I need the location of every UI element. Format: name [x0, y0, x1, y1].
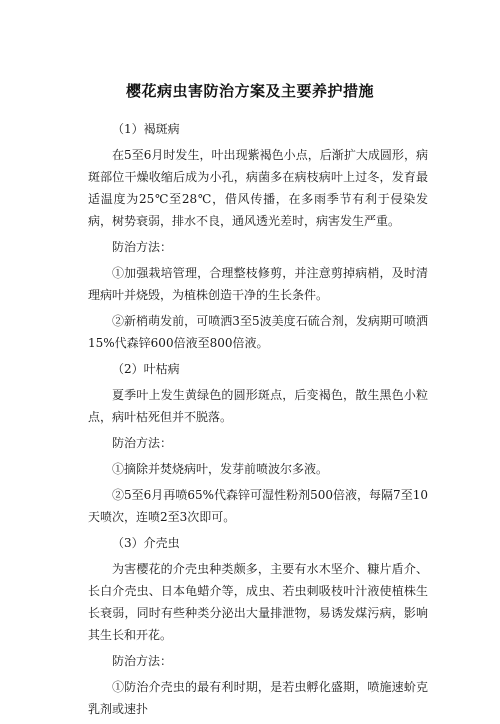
paragraph: ①防治介壳虫的最有利时期，是若虫孵化盛期，喷施速蚧克乳剂或速扑: [88, 680, 428, 716]
paragraph: 防治方法：: [112, 240, 173, 254]
paragraph: 防治方法：: [112, 436, 173, 450]
paragraph: ②5至6月再喷65%代森锌可湿性粉剂500倍液，每隔7至10天喷次，连喷2至3次即可。: [88, 488, 428, 524]
page-title: 樱花病虫害防治方案及主要养护措施: [125, 82, 374, 100]
paragraph: ②新梢萌发前，可喷洒3至5波美度石硫合剂，发病期可喷洒15%代森锌600倍液至800倍液。: [88, 314, 428, 350]
document-body: [88, 118, 428, 724]
paragraph: 在5至6月时发生，叶出现紫褐色小点，后渐扩大成圆形，病斑部位干燥收缩后成为小孔，病菌多在病枝病叶上过冬，发育最适温度为25℃至28℃，借风传播，在多雨季节有利于侵染发病，树势衰弱，排水不良，通风透光差时，病害发生严重。: [88, 148, 428, 228]
paragraph: 为害樱花的介壳虫种类颇多，主要有水木坚介、糠片盾介、长白介壳虫、日本龟蜡介等，成虫、若虫刺吸枝叶汁液使植株生长衰弱，同时有些种类分泌出大量排泄物，易诱发煤污病，影响其生长和开花。: [88, 562, 428, 642]
paragraph: 夏季叶上发生黄绿色的圆形斑点，后变褐色，散生黑色小粒点，病叶枯死但并不脱落。: [88, 388, 428, 424]
section-heading: （1）褐斑病: [112, 122, 180, 136]
section-heading: （3）介壳虫: [112, 536, 180, 550]
paragraph: ①摘除并焚烧病叶，发芽前喷波尔多液。: [112, 462, 329, 476]
paragraph: 防治方法：: [112, 654, 173, 668]
paragraph: ①加强栽培管理，合理整枝修剪，并注意剪掉病梢，及时清理病叶并烧毁，为植株创造干净的生长条件。: [88, 266, 428, 302]
section-heading: （2）叶枯病: [112, 362, 180, 376]
